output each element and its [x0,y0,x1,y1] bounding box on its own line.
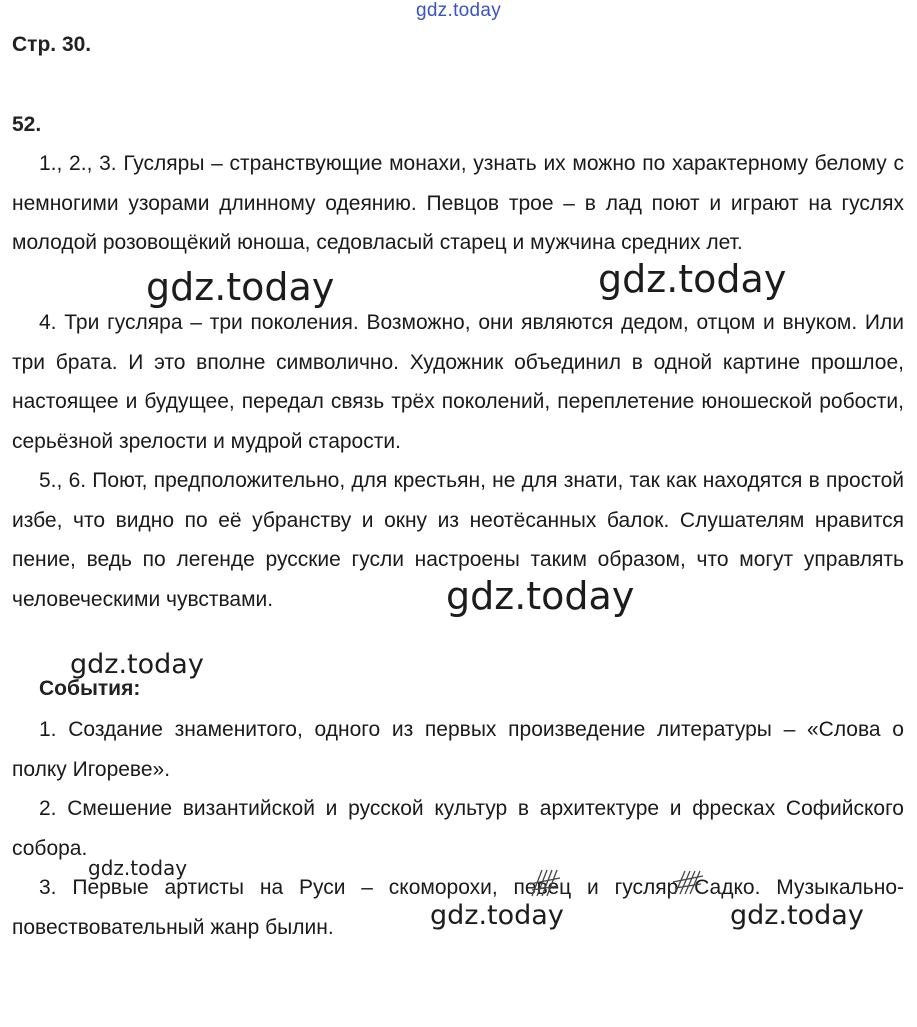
watermark: gdz.today [446,574,635,618]
scribble-mark-icon [528,866,562,900]
watermark: gdz.today [598,257,787,301]
answer-paragraph: 5., 6. Поют, предположительно, для крестьян, не для знати, так как находятся в простой избе, что видно по её убранству и окну из неотёсанных балок. Слушателям нравится пение, ведь по легенде русские гусли настроены таким образом, что могут управлять человеческими чувствами. [12,469,904,611]
event-item: 3. Первые артисты на Руси – скоморохи, певец и гусляр Садко. Музыкально-повествовательный жанр былин. [12,876,904,939]
exercise-number: 52. [12,113,42,136]
watermark: gdz.today [70,649,204,680]
page-reference: Стр. 30. [12,33,92,56]
watermark: gdz.today [430,900,564,931]
watermark: gdz.today [146,265,335,309]
answer-paragraph: 1., 2., 3. Гусляры – странствующие монахи, узнать их можно по характерному белому с немногими узорами длинному одеянию. Певцов трое – в лад поют и играют на гуслях молодой розовощёкий юноша, седовласый старец и мужчина средних лет. [12,152,904,254]
watermark: gdz.today [730,900,864,931]
event-item: 2. Смешение византийской и русской культур в архитектуре и фресках Софийского собора. [12,797,904,860]
scribble-mark-icon [672,866,706,900]
event-item: 1. Создание знаменитого, одного из первых произведение литературы – «Слова о полку Игореве». [12,718,904,781]
watermark: gdz.today [88,856,188,880]
events-heading: События: [39,677,141,700]
header-watermark: gdz.today [415,0,502,21]
answer-paragraph: 4. Три гусляра – три поколения. Возможно, они являются дедом, отцом и внуком. Или три брата. И это вполне символично. Художник объединил в одной картине прошлое, настоящее и будущее, передал связь трёх поколений, переплетение юношеской робости, серьёзной зрелости и мудрой старости. [12,311,904,453]
